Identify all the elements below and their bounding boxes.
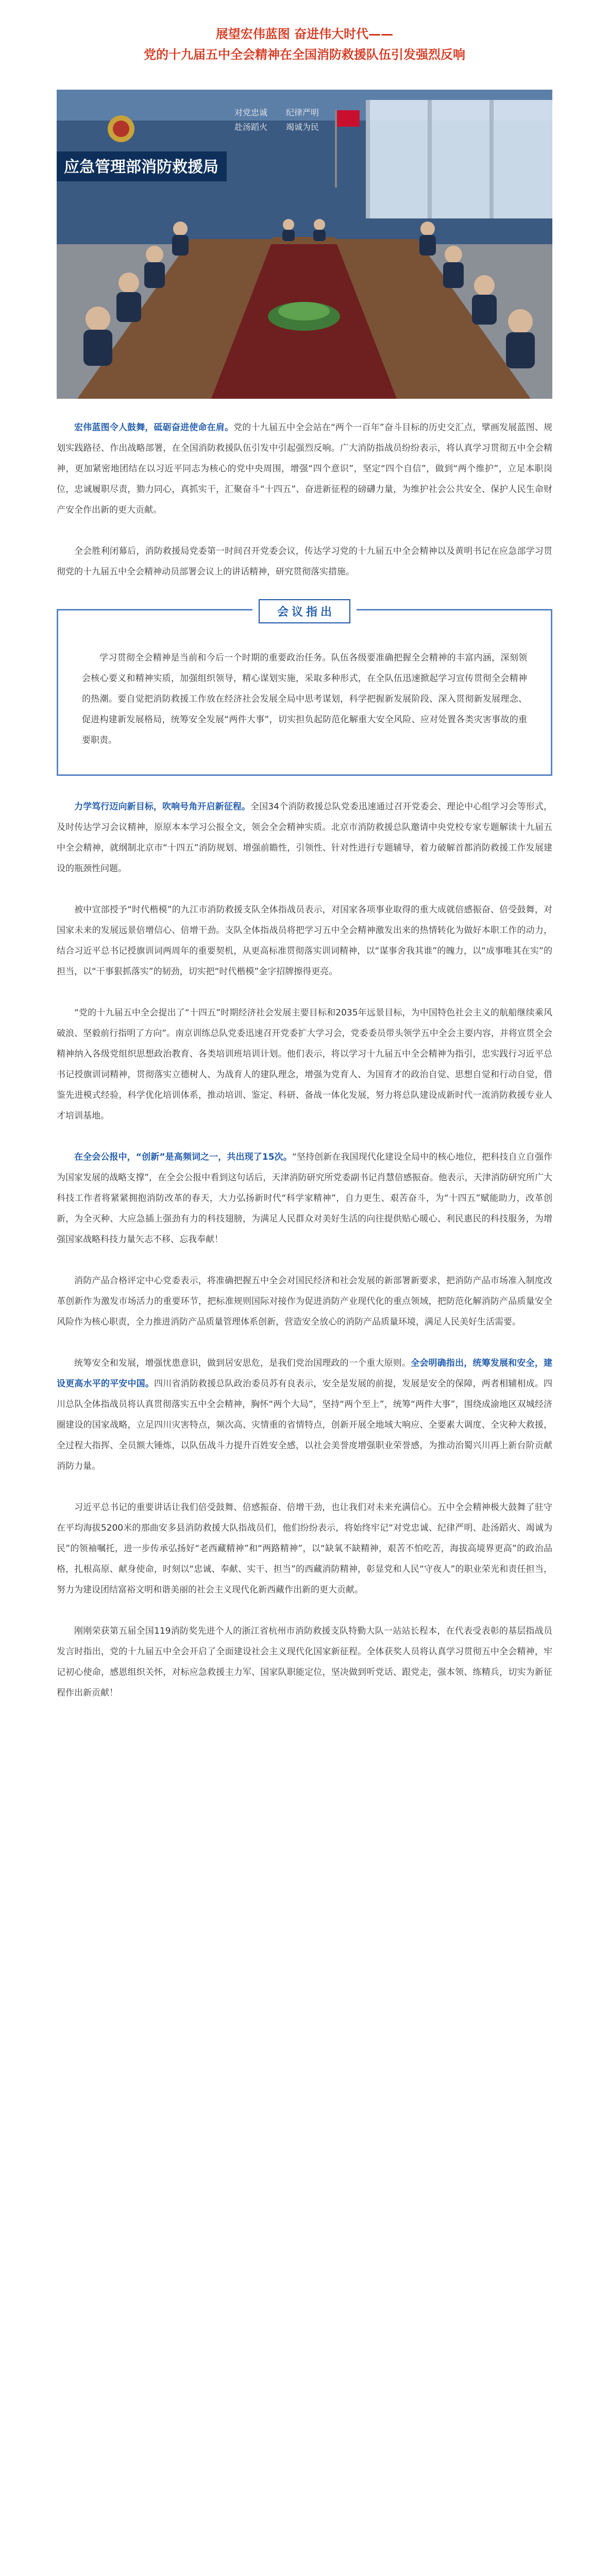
note-label: 会议指出 <box>259 599 350 623</box>
paragraph-1-lead: 宏伟蓝图令人鼓舞，砥砺奋进使命在肩。 <box>74 422 234 433</box>
paragraph-1 <box>57 417 552 520</box>
paragraph-3-lead: 力学笃行迈向新目标，吹响号角开启新征程。 <box>74 802 251 812</box>
paragraph-8-text: 统筹安全和发展，增强忧患意识，做到居安思危，是我们党治国理政的一个重大原则。全会明确指出，统筹发展和安全，建设更高水平的平安中国。四川省消防救援总队政治委员苏有良表示，安全是发展的前提，发展是安全的保障，两者相辅相成。四川总队全体指战员将认真贯彻落实五中全会精神，胸怀“两个大局”，坚持“两个至上”，统筹“两件大事”，围绕成渝地区双城经济圈建设的国家战略，立足四川灾害特点，频次高、灾情重的省情特点，创新开展全地域大响应、全要素大调度、全灾种大救援，全过程大指挥、全员额大锤炼，以队伍战斗力提升百姓安全感，以社会美誉度增强职业荣誉感，为推动治蜀兴川再上新台阶贡献消防力量。 <box>57 1358 553 1471</box>
photo-banner-text: 应急管理部消防救援局 <box>64 158 218 176</box>
photo-slogan-1: 对党忠诚 <box>234 108 268 117</box>
paragraph-9-text: 习近平总书记的重要讲话让我们倍受鼓舞、倍感振奋、倍增干劲，也让我们对未来充满信心。五中全会精神极大鼓舞了驻守在平均海拔5200米的那曲安多县消防救援大队指战员们，他们纷纷表示，将始终牢记“对党忠诚、纪律严明、赴汤蹈火、竭诚为民”的领袖嘱托，进一步传承弘扬好“老西藏精神”和“两路精神”，以“缺氧不缺精神，艰苦不怕吃苦，海拔高境界更高”的政治品格，扎根高原、献身使命，时刻以“忠诚、奉献、实干、担当”的西藏消防精神，彰显党和人民“守夜人”的职业荣光和责任担当，努力为建设团结富裕文明和谐美丽的社会主义现代化新西藏作出新的更大贡献。 <box>57 1502 552 1595</box>
photo-slogan-4: 竭诚为民 <box>286 122 319 132</box>
paragraph-4 <box>57 900 552 982</box>
paragraph-1-text: 党的十九届五中全会站在“两个一百年”奋斗目标的历史交汇点，擘画发展蓝图、规划实践路径、作出战略部署，在全国消防救援队伍引发中引起强烈反响。广大消防指战员纷纷表示，将认真学习贯彻五中全会精神，更加紧密地团结在以习近平同志为核心的党中央周围，增强“四个意识”，坚定“四个自信”，做到“两个维护”，立足本职岗位，忠诚履职尽责，勠力同心，真抓实干，汇聚奋斗“十四五”、奋进新征程的磅礴力量，为维护社会公共安全、保护人民生命财产安全作出新的更大贡献。 <box>57 422 552 515</box>
article-title <box>57 24 552 65</box>
paragraph-10-text: 刚刚荣获第五届全国119消防奖先进个人的浙江省杭州市消防救援支队特勤大队一站站长程本，在代表受表彰的基层指战员发言时指出，党的十九届五中全会开启了全面建设社会主义现代化国家新征程。全体获奖人员将认真学习贯彻五中全会精神，牢记初心使命，感恩组织关怀，对标应急救援主力军、国家队职能定位，坚决做到听党话、跟党走，强本领、练精兵，切实为新征程作出新贡献！ <box>57 1626 552 1698</box>
title-line-1: 展望宏伟蓝图 奋进伟大时代—— <box>215 27 394 41</box>
paragraph-4-text: 被中宣部授予“时代楷模”的九江市消防救援支队全体指战员表示，对国家各项事业取得的重大成就倍感振奋、倍受鼓舞，对国家未来的发展远景倍增信心、倍增干劲。支队全体指战员将把学习五中全会精神激发出来的热情转化为做好本职工作的动力，结合习近平总书记授旗训词两周年的重要契机，从更高标准贯彻落实训词精神，以“谋事舍我其谁”的魄力，以“成事唯其在实”的担当，以“干事狠抓落实”的韧劲，切实把“时代楷模”金字招牌擦得更亮。 <box>57 905 552 977</box>
paragraph-2-text: 全会胜利闭幕后，消防救援局党委第一时间召开党委会议，传达学习党的十九届五中全会精神以及黄明书记在应急部学习贯彻党的十九届五中全会精神动员部署会议上的讲话精神，研究贯彻落实措施。 <box>57 546 552 577</box>
note-label-wrap <box>252 599 357 623</box>
paragraph-10 <box>57 1621 552 1703</box>
flag-icon <box>337 110 360 127</box>
photo-slogan-3: 赴汤蹈火 <box>234 122 268 132</box>
paragraph-8 <box>57 1353 552 1477</box>
title-line-2: 党的十九届五中全会精神在全国消防救援队伍引发强烈反响 <box>144 47 465 62</box>
paragraph-6-text: “坚持创新在我国现代化建设全局中的核心地位，把科技自立自强作为国家发展的战略支撑”，在全会公报中看到这句话后，天津消防研究所党委副书记肖慧倍感振奋。他表示，天津消防研究所广大科技工作者将紧紧拥抱消防改革的春天，大力弘扬新时代“科学家精神”，自力更生、艰苦奋斗，为“十四五”赋能助力，改革创新，为全灭种、大应急插上强劲有力的科技翅膀，为满足人民群众对美好生活的向往提供贴心暖心、利民惠民的科技服务，为增强国家战略科技力量矢志不移、忘我奉献！ <box>57 1152 552 1245</box>
paragraph-3-text: 全国34个消防救援总队党委迅速通过召开党委会、理论中心组学习会等形式，及时传达学习会议精神，原原本本学习公报全文，领会全会精神实质。北京市消防救援总队邀请中央党校专家专题解读十九届五中全会精神，就纲制北京市“十四五”消防规划、增强前瞻性，引领性、针对性进行专题辅导，着力破解首都消防救援工作发展建设的瓶颈性问题。 <box>57 802 552 874</box>
paragraph-7-text: 消防产品合格评定中心党委表示，将准确把握五中全会对国民经济和社会发展的新部署新要求，把消防产品市场准入制度改革创新作为激发市场活力的重要环节，把标准规则国际对接作为促进消防产业现代化的重点领域，把防范化解消防产品质量安全风险作为核心职责，全力推进消防产品质量管理体系创新，营造安全放心的消防产品质量环境，满足人民美好生活需要。 <box>57 1276 552 1327</box>
meeting-photo <box>57 90 552 399</box>
photo-slogan-2: 纪律严明 <box>286 108 319 117</box>
meeting-photo-illustration <box>57 90 552 399</box>
note-text: 学习贯彻全会精神是当前和今后一个时期的重要政治任务。队伍各级要准确把握全会精神的丰富内涵，深刻领会核心要义和精神实质，加强组织领导，精心谋划实施，采取多种形式，在全队伍迅速掀起学习宣传贯彻全会精神的热潮。要自觉把消防救援工作放在经济社会发展全局中思考谋划，科学把握新发展阶段、深入贯彻新发展理念、促进构建新发展格局，统筹安全发展“两件大事”，切实担负起防范化解重大安全风险、应对处置各类灾害事故的重要职责。 <box>82 653 527 745</box>
paragraph-6 <box>57 1147 552 1250</box>
paragraph-6-lead: 在全会公报中，“创新”是高频词之一，共出现了15次。 <box>74 1152 292 1162</box>
paragraph-9 <box>57 1497 552 1600</box>
paragraph-3 <box>57 796 552 879</box>
paragraph-5-text: “党的十九届五中全会提出了“十四五”时期经济社会发展主要目标和2035年远景目标，为中国特色社会主义的航船继续乘风破浪、坚毅前行指明了方向”。南京训练总队党委迅速召开党委扩大学习会，党委委员带头领学五中全会主要内容，并将宣贯全会精神纳入各级党组织思想政治教育、各类培训班培训计划。他们表示，将以学习十九届五中全会精神为指引，忠实践行习近平总书记授旗训词精神，贯彻落实立德树人、为战育人的建队理念，增强为党育人、为国育才的政治自觉、思想自觉和行动自觉，借鉴先进模式经验，科学优化培训体系，推动培训、鉴定、科研、备战一体化发展，努力将总队建设成新时代一流消防救援专业人才培训基地。 <box>57 1008 552 1121</box>
paragraph-2 <box>57 541 552 582</box>
paragraph-7 <box>57 1270 552 1332</box>
meeting-note-box <box>57 606 552 776</box>
paragraph-5 <box>57 1003 552 1126</box>
